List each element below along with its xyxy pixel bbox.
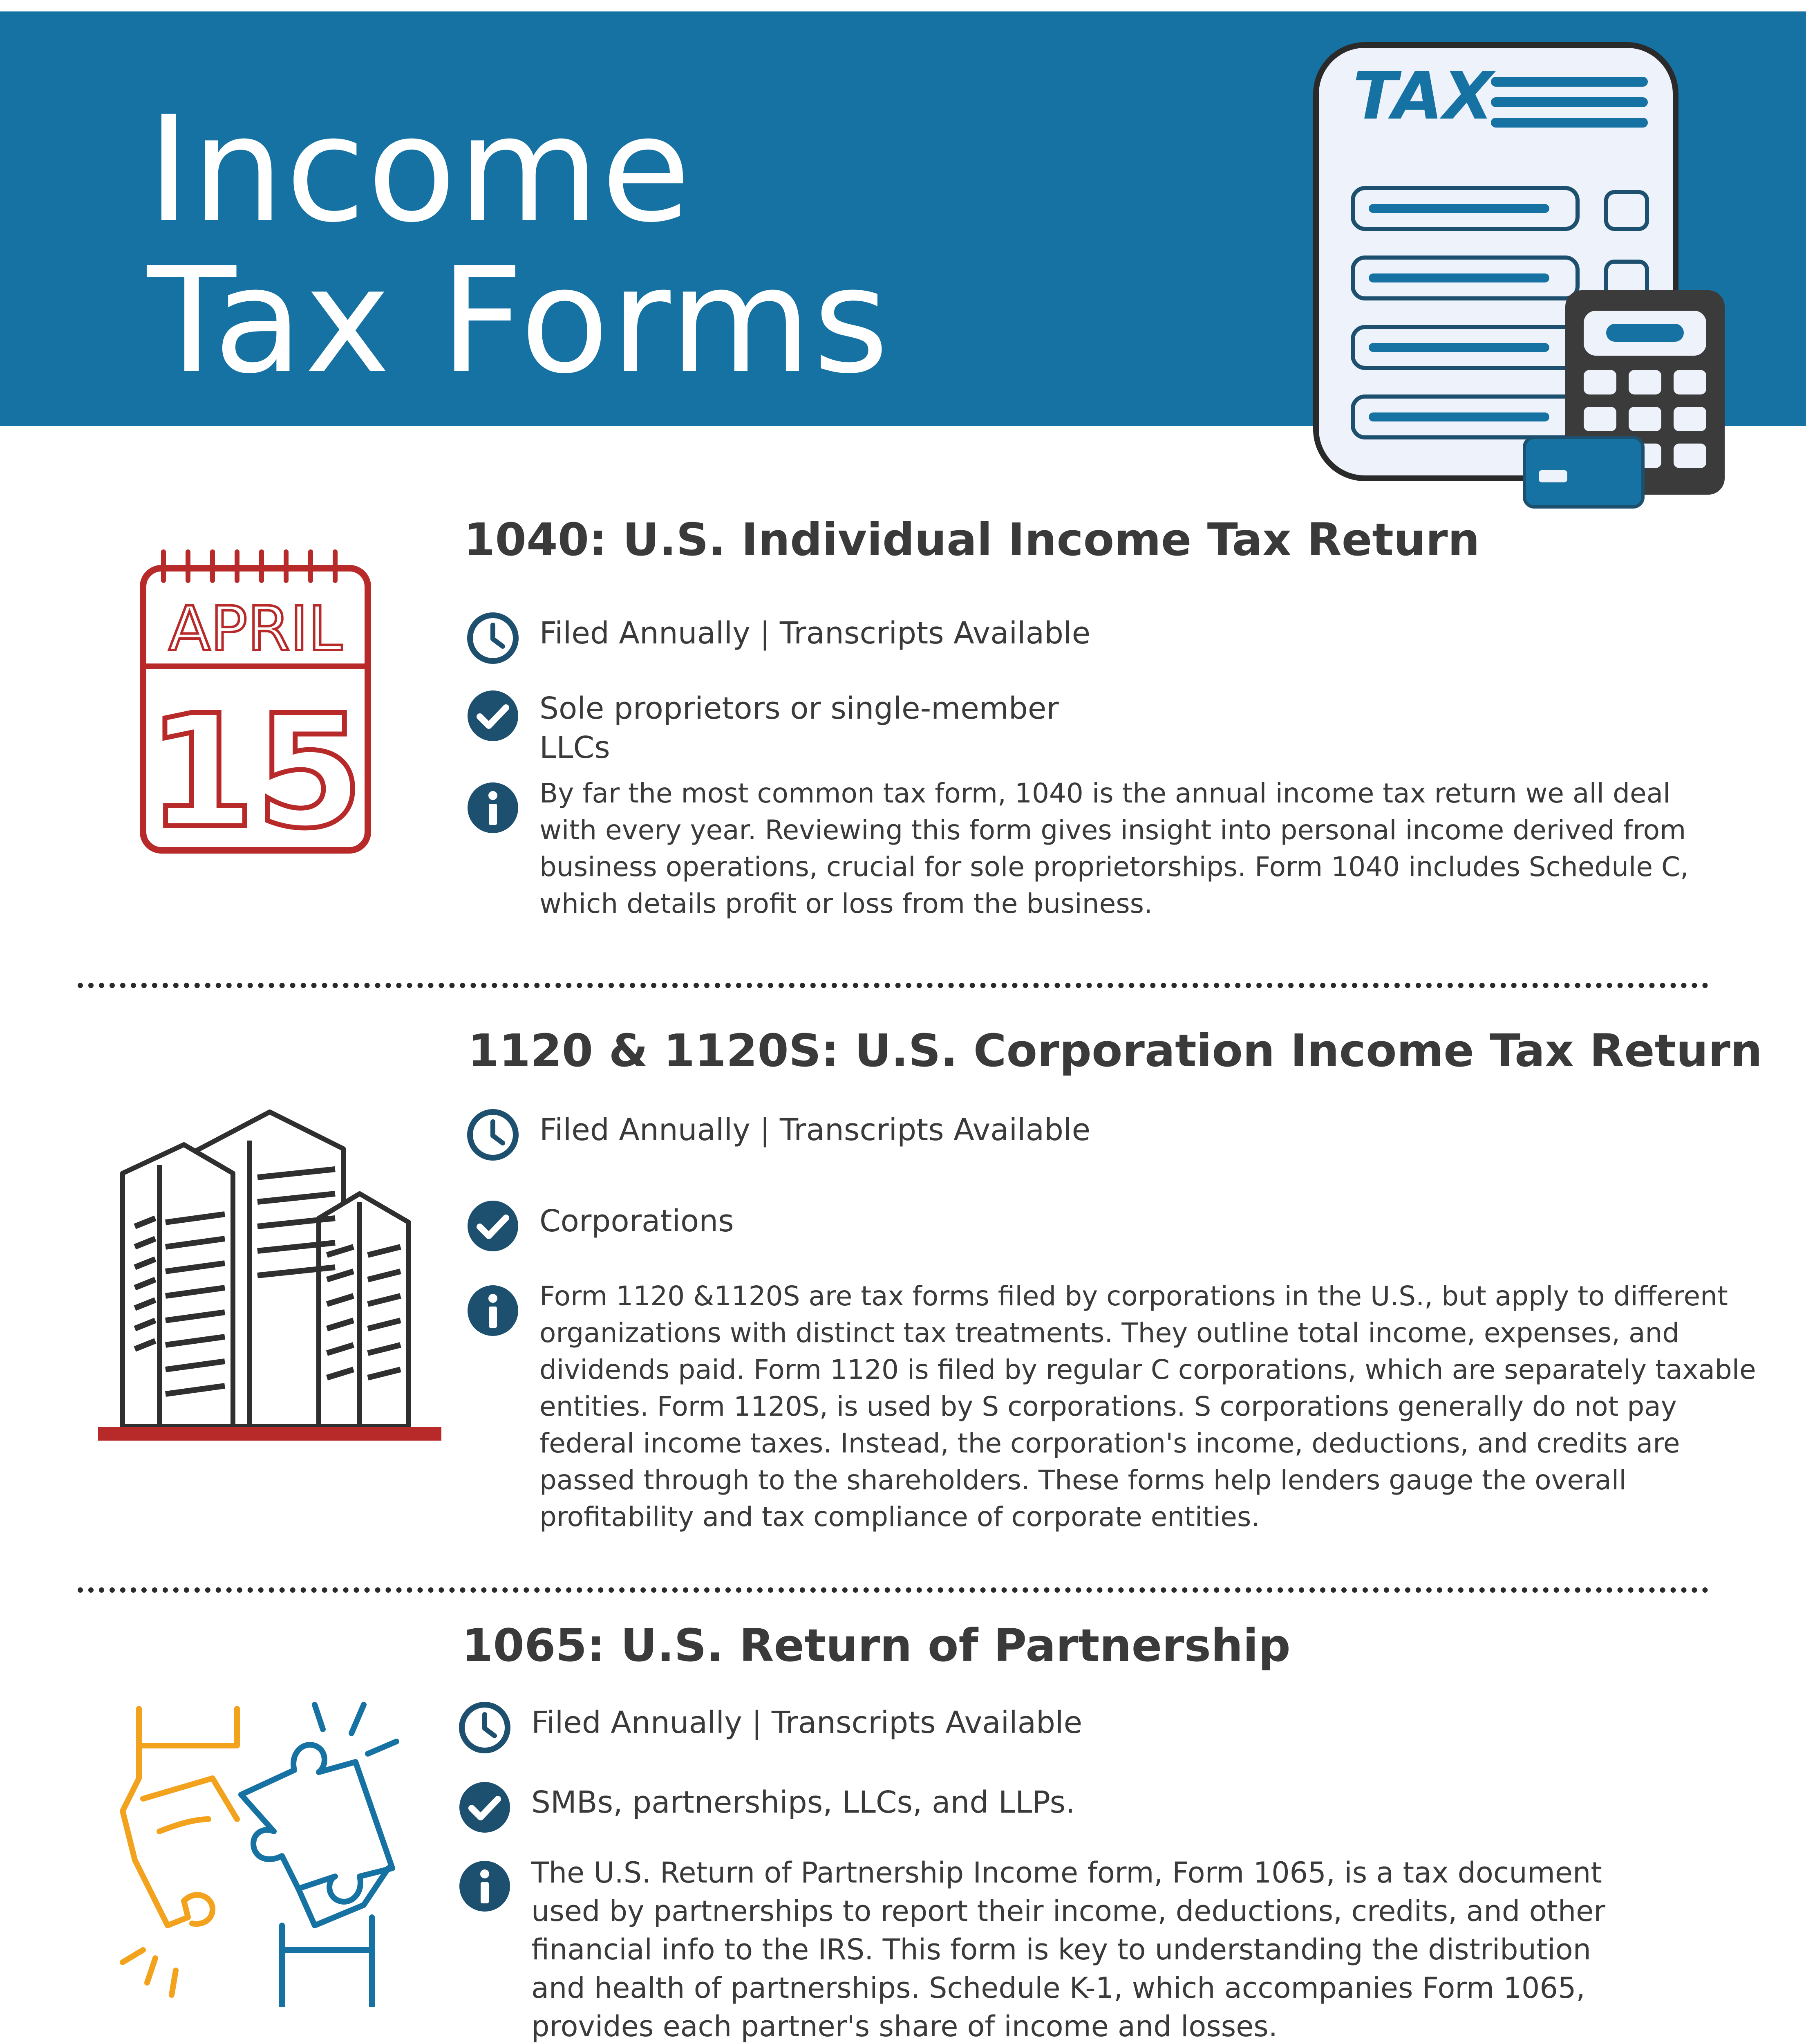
office-buildings-icon: [98, 1104, 441, 1443]
checkmark-icon: [466, 1199, 520, 1253]
filing-text: Filed Annually | Transcripts Available: [539, 616, 1091, 651]
description-text: Form 1120 &1120S are tax forms filed by corporations in the U.S., but apply to different organizations with distinct tax treatments. They outline total income, expenses, and dividends paid. Form 1120 is filed by regular C corporations, which are separately taxable entities. Form 1120S, is used by S corporations. S corporations generally do not pay federal income taxes. Instead, the corporation's income, deductions, and credits are passed through to the shareholders. These forms help lenders gauge the overall profitability and tax compliance of corporate entities.: [539, 1280, 1756, 1533]
info-icon: [458, 1859, 512, 1913]
tax-form-calculator-icon: [1283, 29, 1741, 511]
section-title: 1040: U.S. Individual Income Tax Return: [464, 513, 1480, 566]
tax-label: TAX: [1353, 58, 1493, 134]
section-title: 1120 & 1120S: U.S. Corporation Income Tax Return: [468, 1024, 1763, 1077]
info-icon: [466, 781, 520, 835]
filing-text: Filed Annually | Transcripts Available: [539, 1112, 1091, 1148]
section-title: 1065: U.S. Return of Partnership: [462, 1619, 1291, 1672]
eligibility-text: Sole proprietors or single-member LLCs: [539, 691, 1059, 765]
clock-icon: [458, 1701, 512, 1755]
section-divider: [78, 1587, 1708, 1593]
title-line-2: Tax Forms: [147, 236, 891, 406]
clock-icon: [466, 1108, 520, 1162]
eligibility-text: SMBs, partnerships, LLCs, and LLPs.: [531, 1785, 1075, 1820]
section-divider: [78, 983, 1708, 988]
checkmark-icon: [466, 689, 520, 743]
clock-icon: [466, 611, 520, 665]
puzzle-hands-icon: [119, 1697, 405, 2007]
filing-text: Filed Annually | Transcripts Available: [531, 1705, 1083, 1740]
page-title: [147, 85, 891, 406]
eligibility-text: Corporations: [539, 1204, 734, 1239]
calendar-month: APRIL: [168, 594, 342, 665]
calendar-april-15-icon: [135, 548, 376, 858]
info-icon: [466, 1284, 520, 1338]
description-text: By far the most common tax form, 1040 is the annual income tax return we all deal with every year. Reviewing this form gives insight into personal income derived from business operations, crucial for sole proprietorships. Form 1040 includes Schedule C, which details profit or loss from the business.: [539, 778, 1689, 919]
description-text: The U.S. Return of Partnership Income form, Form 1065, is a tax document used by partnerships to report their income, deductions, credits, and other financial info to the IRS. This form is key to understanding the distribution and health of partnerships. Schedule K-1, which accompanies Form 1065, provides each partner's share of income and losses.: [531, 1856, 1606, 2043]
checkmark-icon: [458, 1780, 512, 1834]
calendar-day: 15: [147, 681, 364, 858]
title-line-1: Income: [147, 85, 692, 254]
